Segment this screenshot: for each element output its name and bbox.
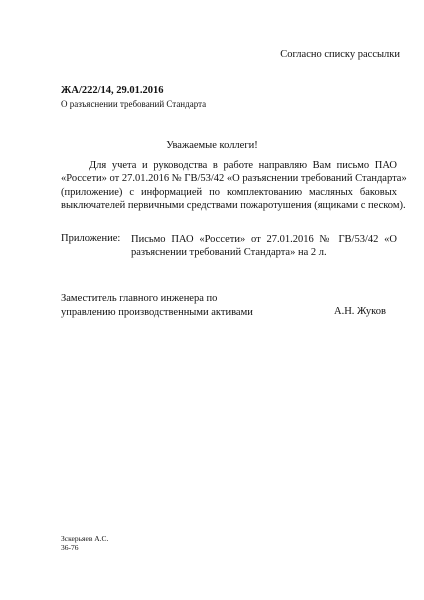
body-line: «Россети» от 27.01.2016 № ГВ/53/42 «О разъяснении требований Стандарта» (61, 173, 407, 185)
attachment-description (131, 233, 397, 260)
attachment-line: Письмо ПАО «Россети» от 27.01.2016 № ГВ/53/42 «О (131, 234, 397, 245)
attachment-line: разъяснении требований Стандарта» на 2 л. (131, 247, 327, 259)
signer-name: А.Н. Жуков (334, 306, 386, 317)
executor-name: Зскерьяев А.С. (61, 534, 109, 543)
signer-title-line: Заместитель главного инженера по (61, 293, 218, 304)
signer-title (61, 292, 291, 320)
attachment-label: Приложение: (61, 233, 121, 244)
addressee: Согласно списку рассылки (280, 49, 400, 60)
letter-subject: О разъяснении требований Стандарта (61, 99, 207, 109)
body-line: Для учета и руководства в работе направляю Вам письмо ПАО (89, 160, 397, 171)
body-line: выключателей первичными средствами пожаротушения (ящиками с песком). (61, 200, 406, 212)
reference-number: ЖА/222/14, 29.01.2016 (61, 85, 164, 96)
executor-phone: 36-76 (61, 543, 79, 552)
body-line: (приложение) с информацией по комплектованию масляных баковых (61, 186, 397, 198)
greeting: Уважаемые коллеги! (166, 140, 258, 151)
letter-body (61, 159, 407, 213)
signer-title-line: управлению производственными активами (61, 307, 253, 318)
